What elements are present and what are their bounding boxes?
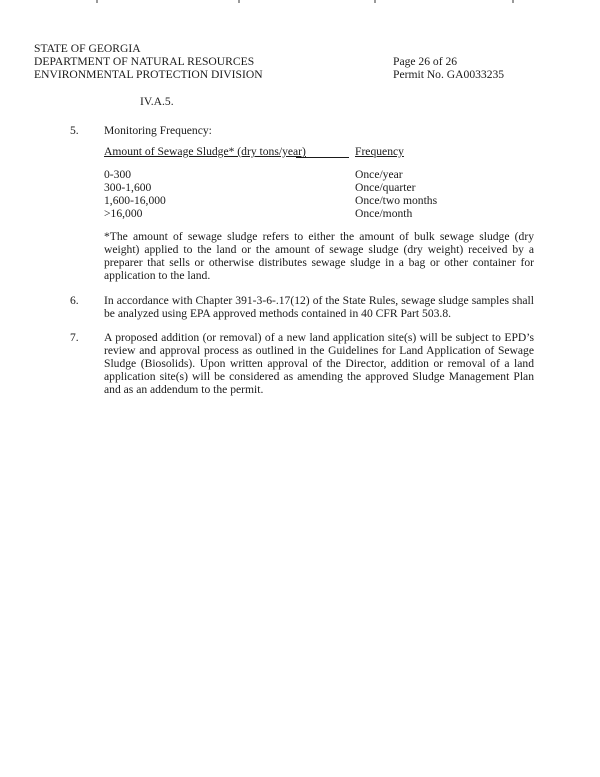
page-info	[393, 55, 504, 81]
header-line-department: DEPARTMENT OF NATURAL RESOURCES	[34, 55, 255, 68]
table-cell-frequency: Once/quarter	[355, 181, 416, 194]
item-5-number: 5.	[70, 124, 79, 137]
item-5-title: Monitoring Frequency:	[104, 124, 212, 137]
agency-header	[34, 42, 263, 81]
table-cell-frequency: Once/two months	[355, 194, 438, 207]
scan-mark	[96, 0, 98, 3]
scan-mark	[512, 0, 514, 3]
table-cell-frequency: Once/year	[355, 168, 403, 181]
header-line-state: STATE OF GEORGIA	[34, 42, 141, 55]
table-header-frequency: Frequency	[355, 145, 404, 158]
table-cell-amount: >16,000	[104, 207, 143, 220]
item-7-text: A proposed addition (or removal) of a new land application site(s) will be subject to EPD’s review and approval process as outlined in the Guidelines for Land Application of Sewage Sludge (Biosolids). Upon written approval of the Director, addition or removal of a land application site(s) will be considered as amending the approved Sludge Management Plan and as an addendum to the permit.	[104, 331, 534, 396]
section-label: IV.A.5.	[140, 95, 174, 108]
permit-number: Permit No. GA0033235	[393, 68, 505, 81]
sludge-footnote: *The amount of sewage sludge refers to either the amount of bulk sewage sludge (dry weight) applied to the land or the amount of sewage sludge (dry weight) received by a preparer that sells or otherwise distributes sewage sludge in a bag or other container for application to the land.	[104, 230, 534, 282]
scan-mark	[238, 0, 240, 3]
page-number: Page 26 of 26	[393, 55, 458, 68]
item-6-text: In accordance with Chapter 391-3-6-.17(12) of the State Rules, sewage sludge samples shall be analyzed using EPA approved methods contained in 40 CFR Part 503.8.	[104, 294, 534, 320]
table-cell-amount: 0-300	[104, 168, 132, 181]
table-header-amount: Amount of Sewage Sludge* (dry tons/year)	[104, 145, 306, 158]
header-underline-filler	[296, 157, 349, 158]
header-line-division: ENVIRONMENTAL PROTECTION DIVISION	[34, 68, 263, 81]
table-cell-frequency: Once/month	[355, 207, 413, 220]
scan-mark	[374, 0, 376, 3]
table-cell-amount: 300-1,600	[104, 181, 152, 194]
item-6-number: 6.	[70, 294, 79, 307]
item-7-number: 7.	[70, 331, 79, 344]
table-cell-amount: 1,600-16,000	[104, 194, 166, 207]
